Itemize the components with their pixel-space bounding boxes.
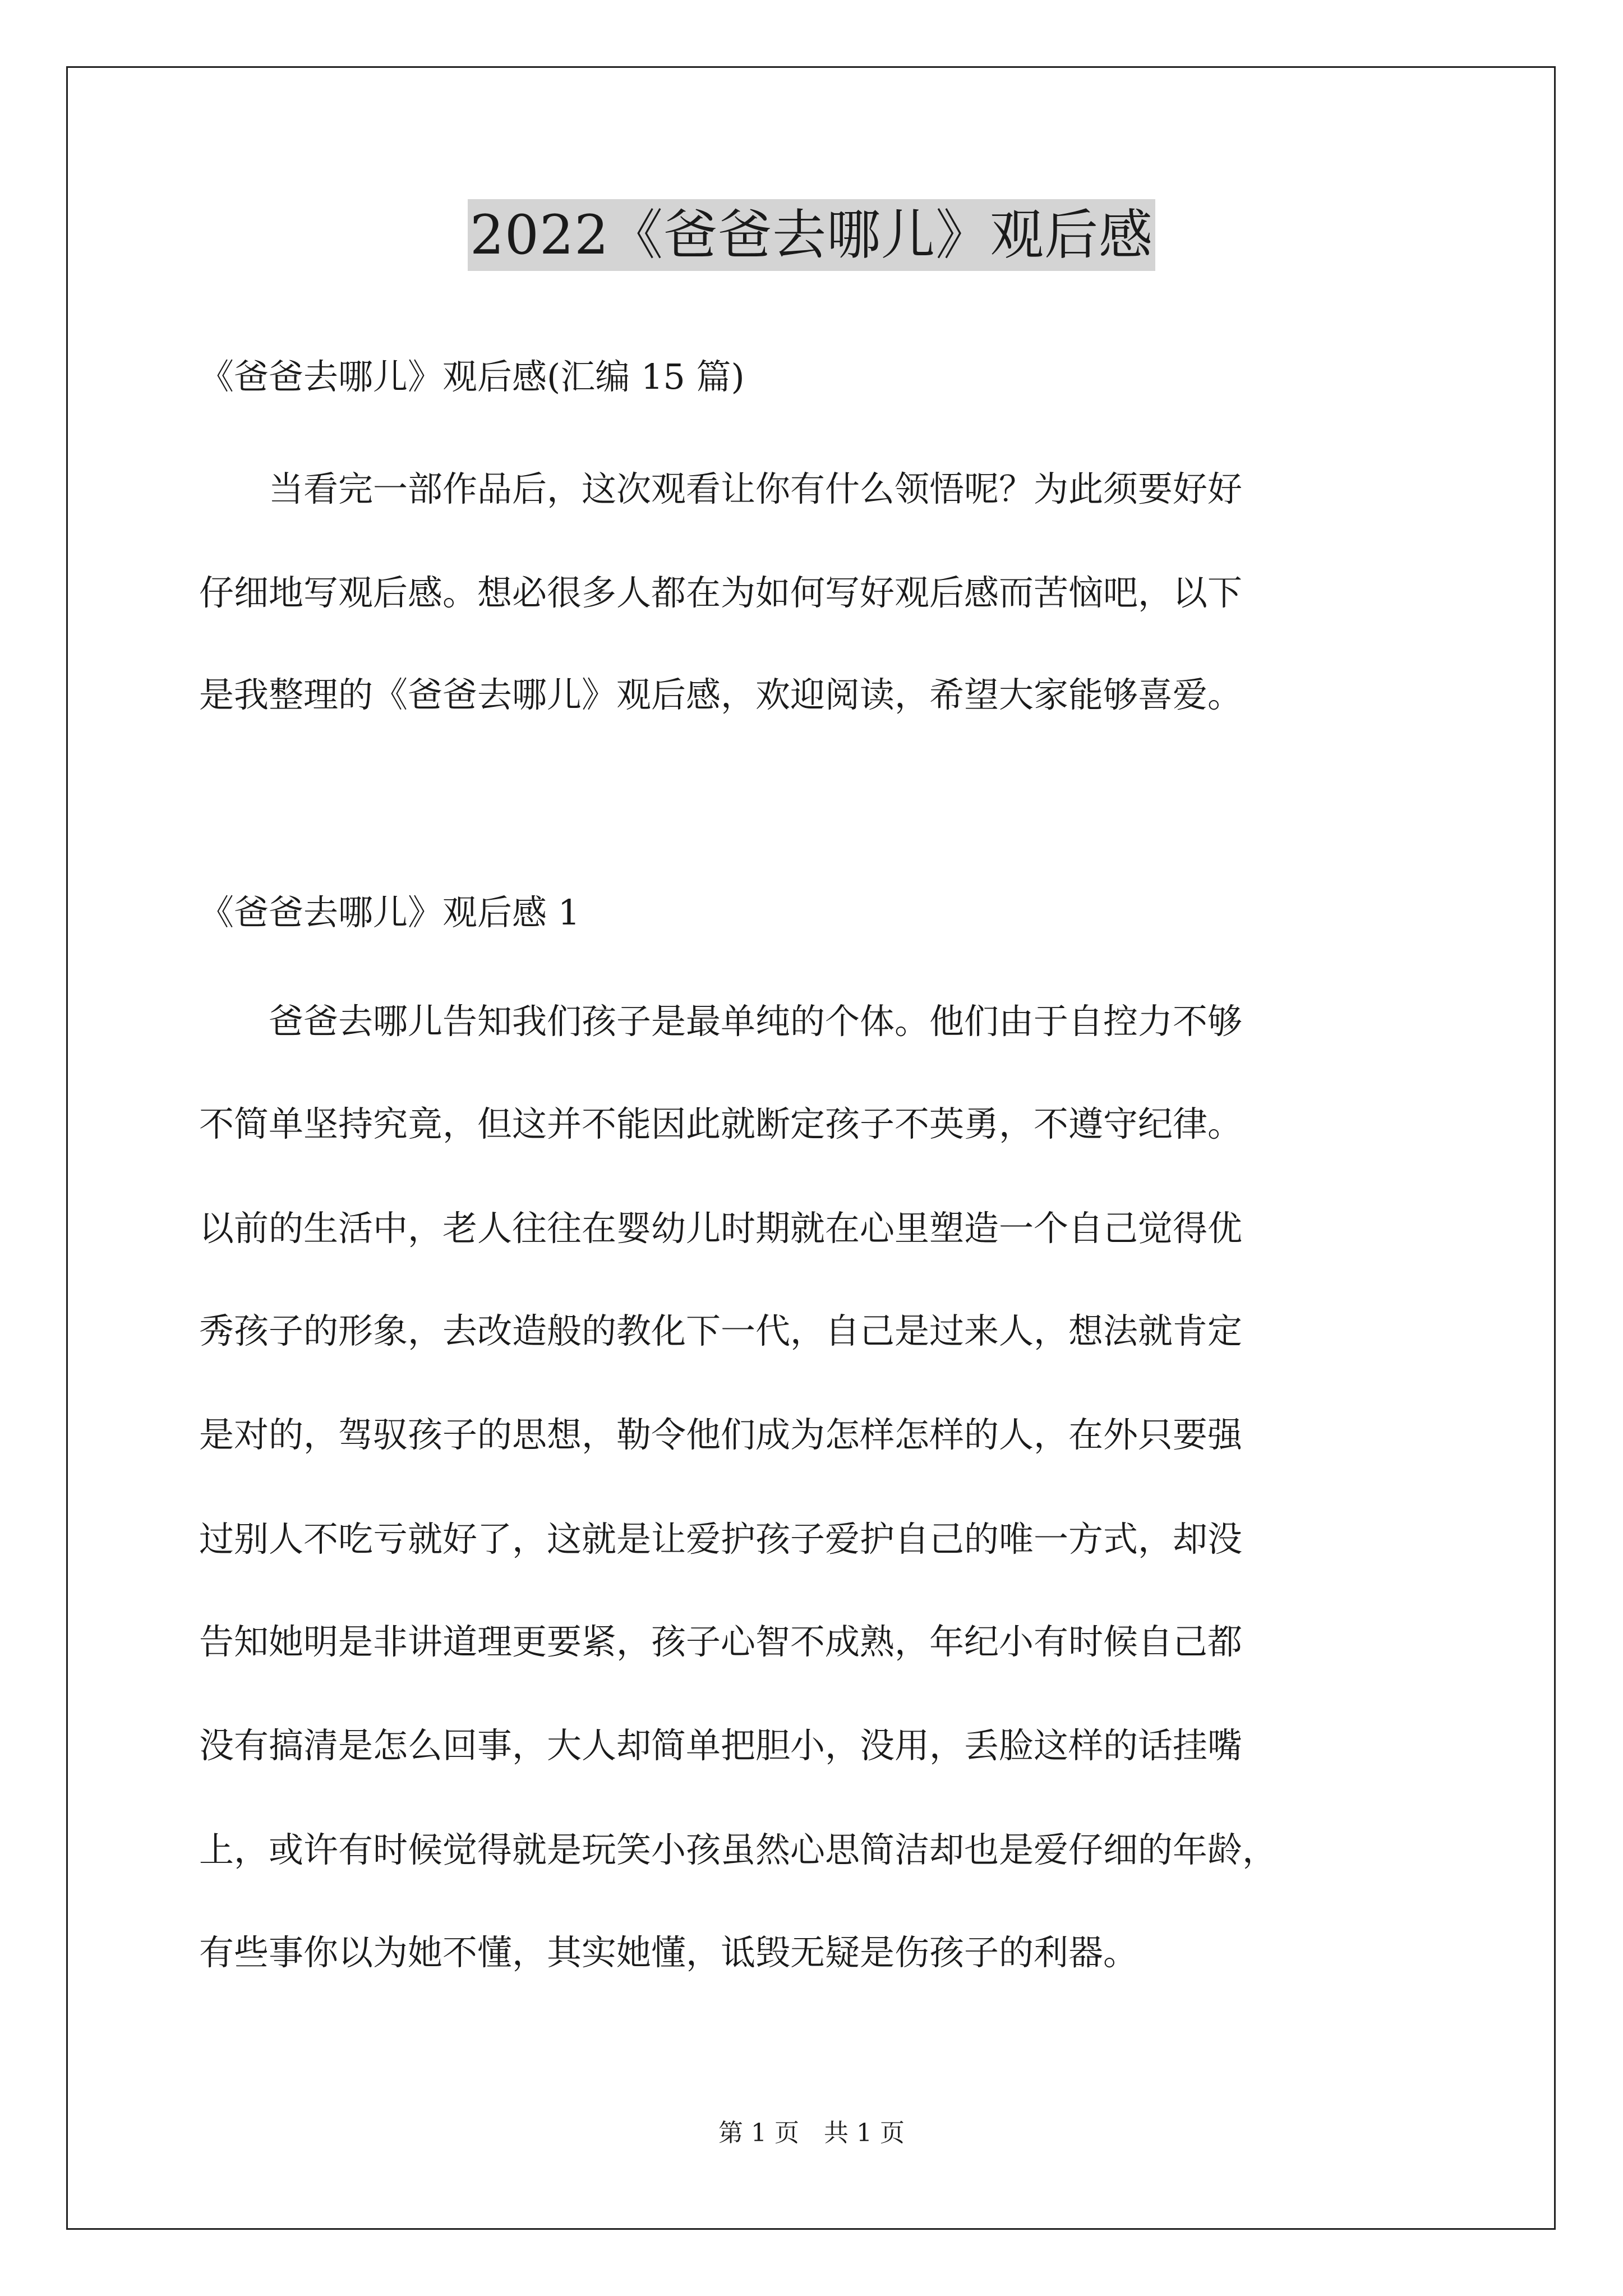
page-footer: 第 1 页 共 1 页 (718, 2119, 905, 2147)
body-line: 以前的生活中，老人往往在婴幼儿时期就在心里塑造一个自己觉得优 (199, 1208, 1243, 1249)
subtitle: 《爸爸去哪儿》观后感(汇编 15 篇) (199, 356, 745, 397)
section-heading: 《爸爸去哪儿》观后感 1 (199, 892, 580, 933)
intro-line: 当看完一部作品后，这次观看让你有什么领悟呢？为此须要好好 (269, 468, 1243, 509)
intro-line: 是我整理的《爸爸去哪儿》观后感，欢迎阅读，希望大家能够喜爱。 (199, 674, 1243, 715)
body-line: 有些事你以为她不懂，其实她懂，诋毁无疑是伤孩子的利器。 (199, 1932, 1138, 1973)
body-line: 过别人不吃亏就好了，这就是让爱护孩子爱护自己的唯一方式，却没 (199, 1519, 1243, 1559)
body-line: 没有搞清是怎么回事，大人却简单把胆小，没用，丢脸这样的话挂嘴 (199, 1725, 1243, 1766)
title-container (0, 199, 1623, 271)
body-line: 爸爸去哪儿告知我们孩子是最单纯的个体。他们由于自控力不够 (269, 1001, 1243, 1042)
body-line: 秀孩子的形象，去改造般的教化下一代，自己是过来人，想法就肯定 (199, 1310, 1243, 1351)
body-line: 上，或许有时候觉得就是玩笑小孩虽然心思简洁却也是爱仔细的年龄， (199, 1829, 1278, 1870)
intro-line: 仔细地写观后感。想必很多人都在为如何写好观后感而苦恼吧，以下 (199, 572, 1243, 613)
body-line: 告知她明是非讲道理更要紧，孩子心智不成熟，年纪小有时候自己都 (199, 1621, 1243, 1662)
body-line: 是对的，驾驭孩子的思想，勒令他们成为怎样怎样的人，在外只要强 (199, 1414, 1243, 1455)
document-title: 2022《爸爸去哪儿》观后感 (468, 199, 1155, 271)
body-line: 不简单坚持究竟，但这并不能因此就断定孩子不英勇，不遵守纪律。 (199, 1103, 1243, 1144)
